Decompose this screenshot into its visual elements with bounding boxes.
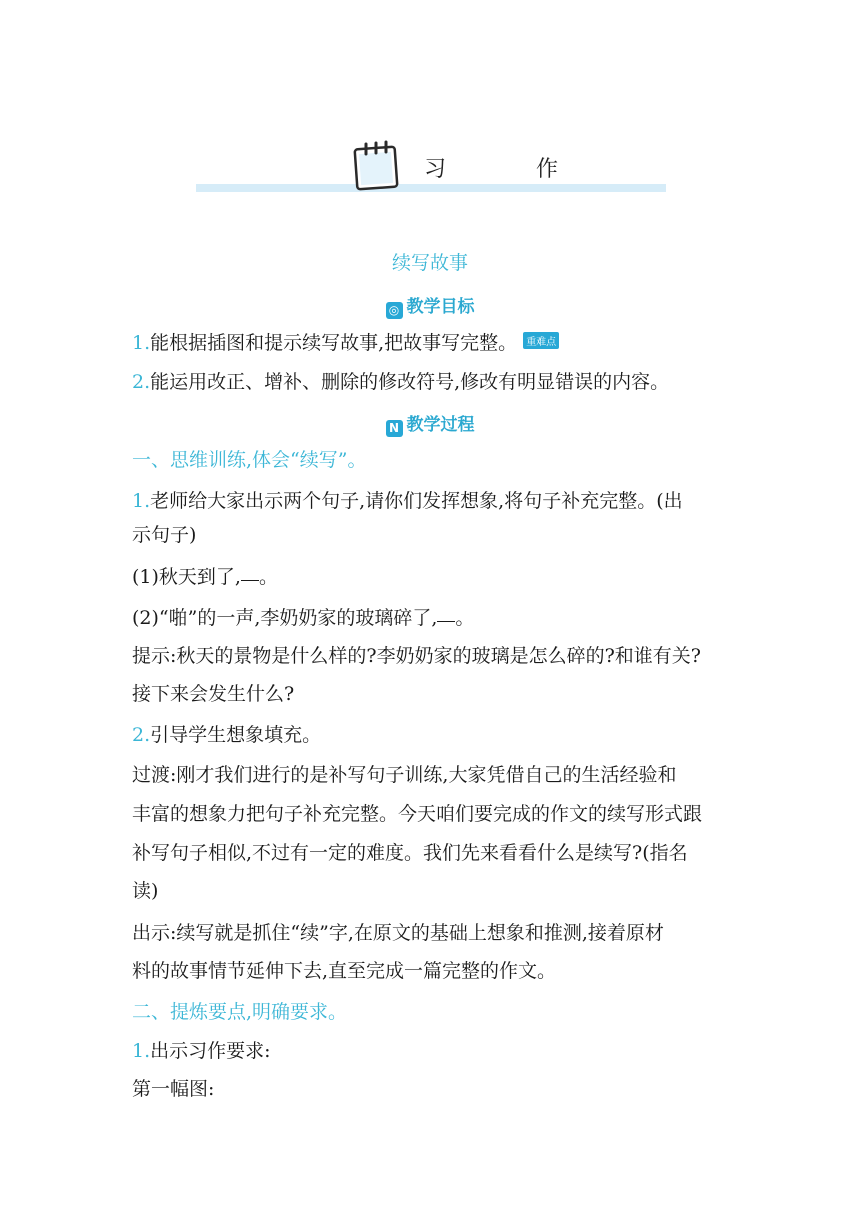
lesson-subtitle: 续写故事 — [391, 252, 468, 274]
goals-heading-label: 教学目标 — [406, 297, 475, 317]
hint-line-2: 接下来会发生什么? — [132, 683, 295, 705]
transition-line-4: 读) — [132, 880, 159, 902]
sentence-2-text: (2)“啪”的一声,李奶奶家的玻璃碎了, — [132, 607, 438, 629]
goal-item-2 — [132, 367, 669, 394]
part2-step1-number: 1. — [132, 1040, 151, 1062]
target-icon: ◎ — [386, 302, 403, 319]
transition-line-1: 过渡:刚才我们进行的是补写句子训练,大家凭借自己的生活经验和 — [132, 764, 677, 786]
process-heading-label: 教学过程 — [406, 415, 475, 435]
notepad-icon — [352, 140, 402, 192]
goal-2-number: 2. — [132, 371, 151, 393]
definition-line-2: 料的故事情节延伸下去,直至完成一篇完整的作文。 — [132, 960, 557, 982]
goals-heading — [0, 292, 860, 319]
part1-step1-line1 — [132, 486, 683, 513]
title-banner — [196, 140, 666, 196]
part1-step2-text: 引导学生想象填充。 — [150, 724, 322, 746]
process-icon: N — [386, 420, 403, 437]
part1-step1-text: 老师给大家出示两个句子,请你们发挥想象,将句子补充完整。(出 — [150, 490, 683, 512]
part1-step2-number: 2. — [132, 724, 151, 746]
goal-item-1 — [132, 328, 559, 355]
part1-step1-number: 1. — [132, 490, 151, 512]
goal-2-text: 能运用改正、增补、删除的修改符号,修改有明显错误的内容。 — [150, 371, 670, 393]
process-heading — [0, 410, 860, 437]
key-point-badge: 重难点 — [523, 332, 559, 349]
banner-underline — [196, 184, 666, 192]
transition-line-2: 丰富的想象力把句子补充完整。今天咱们要完成的作文的续写形式跟 — [132, 803, 703, 825]
sentence-1-text: (1)秋天到了, — [132, 566, 241, 588]
goal-1-number: 1. — [132, 332, 151, 354]
fill-blank — [437, 621, 455, 622]
part2-title: 二、提炼要点,明确要求。 — [132, 1001, 348, 1023]
transition-line-3: 补写句子相似,不过有一定的难度。我们先来看看什么是续写?(指名 — [132, 842, 688, 864]
part1-title: 一、思维训练,体会“续写”。 — [132, 449, 367, 471]
part1-step2 — [132, 720, 321, 747]
fill-blank — [241, 580, 259, 581]
banner-title: 习 作 — [424, 157, 593, 182]
sentence-1-end: 。 — [258, 566, 278, 588]
picture-1-label: 第一幅图: — [132, 1078, 215, 1100]
sentence-2 — [132, 603, 474, 630]
part1-step1-line2: 示句子) — [132, 524, 197, 546]
part2-step1 — [132, 1036, 271, 1063]
part2-step1-text: 出示习作要求: — [150, 1040, 271, 1062]
sentence-2-end: 。 — [455, 607, 475, 629]
goal-1-text: 能根据插图和提示续写故事,把故事写完整。 — [150, 332, 518, 354]
sentence-1 — [132, 562, 278, 589]
definition-line-1: 出示:续写就是抓住“续”字,在原文的基础上想象和推测,接着原材 — [132, 922, 664, 944]
hint-line-1: 提示:秋天的景物是什么样的?李奶奶家的玻璃是怎么碎的?和谁有关? — [132, 645, 701, 667]
